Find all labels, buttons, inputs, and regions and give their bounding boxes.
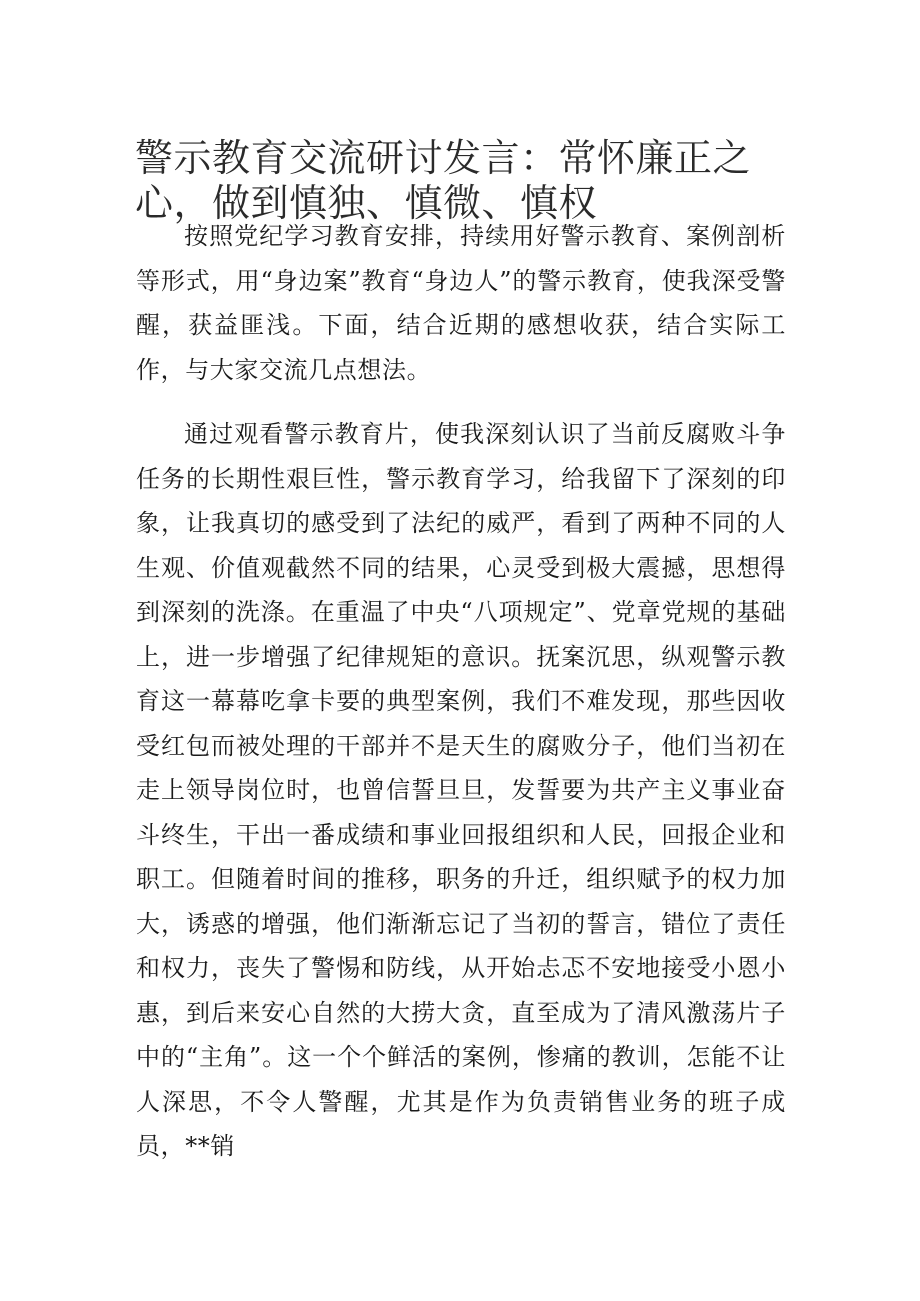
paragraph-intro: 按照党纪学习教育安排，持续用好警示教育、案例剖析等形式，用“身边案”教育“身边人”的警示教育，使我深受警醒，获益匪浅。下面，结合近期的感想收获，结合实际工作，与大家交流几点想法。 xyxy=(136,222,786,384)
paragraph-body: 通过观看警示教育片，使我深刻认识了当前反腐败斗争任务的长期性艰巨性，警示教育学习，给我留下了深刻的印象，让我真切的感受到了法纪的威严，看到了两种不同的人生观、价值观截然不同的结果，心灵受到极大震撼，思想得到深刻的洗涤。在重温了中央“八项规定”、党章党规的基础上，进一步增强了纪律规矩的意识。抚案沉思，纵观警示教育这一幕幕吃拿卡要的典型案例，我们不难发现，那些因收受红包而被处理的干部并不是天生的腐败分子，他们当初在走上领导岗位时，也曾信誓旦旦，发誓要为共产主义事业奋斗终生，干出一番成绩和事业回报组织和人民，回报企业和职工。但随着时间的推移，职务的升迁，组织赋予的权力加大，诱惑的增强，他们渐渐忘记了当初的誓言，错位了责任和权力，丧失了警惕和防线，从开始忐忑不安地接受小恩小惠，到后来安心自然的大捞大贪，直至成为了清风激荡片子中的“主角”。这一个个鲜活的案例，惨痛的教训，怎能不让人深思，不令人警醒，尤其是作为负责销售业务的班子成员，**销 xyxy=(136,420,786,1160)
document-title: 警示教育交流研讨发言：常怀廉正之心，做到慎独、慎微、慎权 xyxy=(135,136,752,225)
